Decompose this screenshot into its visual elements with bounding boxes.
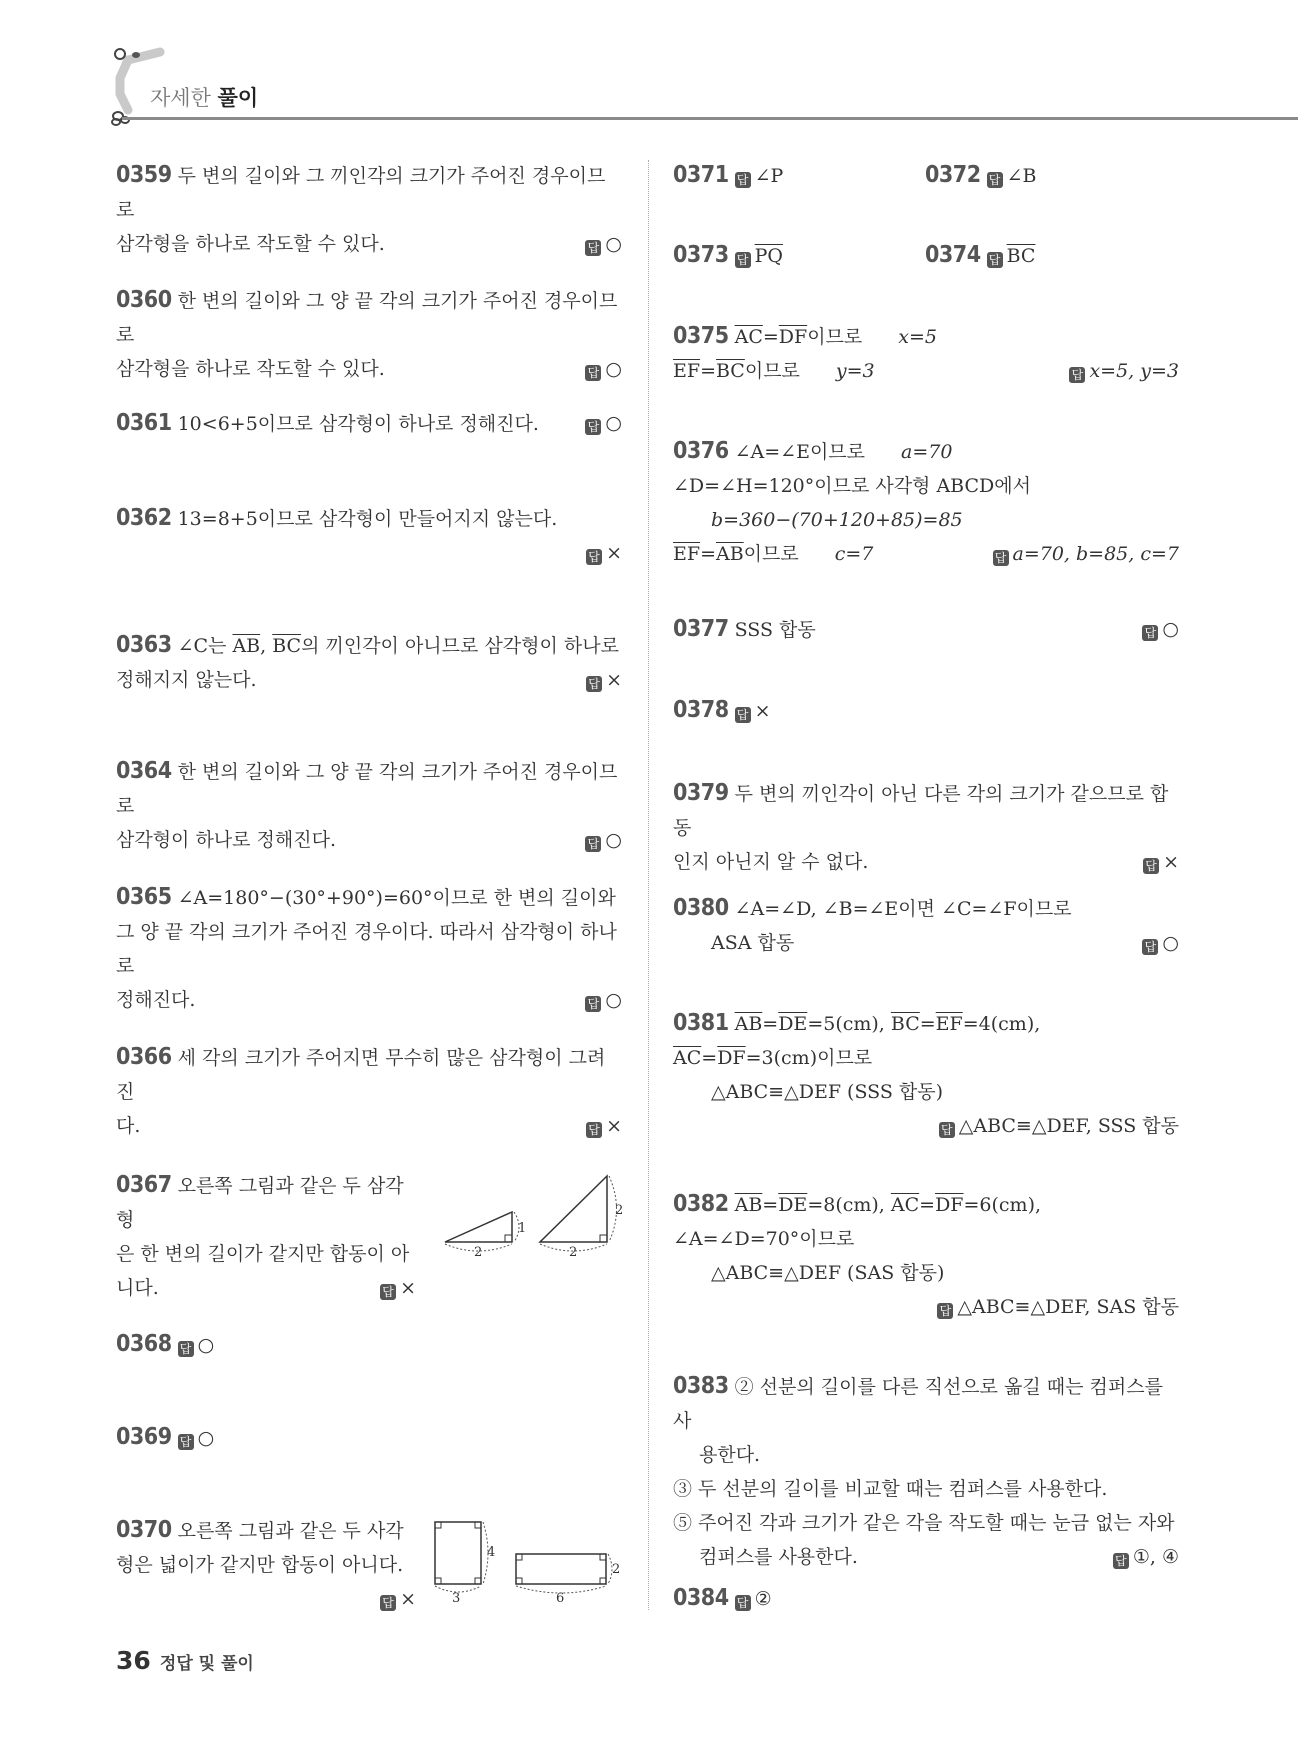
answer-mark-icon: 답 [178, 1434, 194, 1450]
answer: 답 ○ [1142, 612, 1179, 646]
answer: ② [754, 1588, 772, 1610]
answer-mark-icon: 답 [735, 707, 751, 723]
solution-line: 세 각의 크기가 주어지면 무수히 많은 삼각형이 그려진 [116, 1047, 606, 1103]
answer: 답 × [586, 542, 622, 564]
answer: ∠P [754, 165, 784, 187]
problem-0375: 0375 $\overline{AC}=\overline{DF}$이므로 x=5 $\overline{EF}=\overline{BC}$이므로 y=3 답 x=5, y=3 [673, 319, 1179, 388]
answer-mark-icon: 답 [585, 240, 601, 256]
problem-number: 0365 [116, 884, 172, 910]
header-title-light: 자세한 [150, 86, 211, 110]
problem-number: 0359 [116, 162, 172, 188]
answer-mark-icon: 답 [380, 1595, 396, 1611]
solution-line: 정해지지 않는다. [116, 669, 257, 691]
problem-0374 [925, 238, 1165, 273]
solution-line: 니다. [116, 1277, 159, 1299]
answer: 답 × [1143, 845, 1179, 879]
problem-number: 0368 [116, 1331, 172, 1357]
figure-label: 1 [518, 1221, 527, 1236]
problem-0363: 0363 ∠C는 $\overline{AB}$, $\overline{BC}$의 끼인각이 아니므로 삼각형이 하나로 정해지지 않는다. 답 × [116, 628, 622, 697]
solution-line: 10<6+5이므로 삼각형이 하나로 정해진다. [177, 413, 539, 435]
problem-number: 0383 [673, 1373, 729, 1399]
problem-0359 [116, 158, 622, 261]
figure-label: 2 [474, 1245, 483, 1260]
problem-number: 0375 [673, 323, 729, 349]
answer-mark-icon: 답 [735, 1595, 751, 1611]
solution-line: 삼각형을 하나로 작도할 수 있다. [116, 358, 385, 380]
answer-mark-icon: 답 [1142, 939, 1158, 955]
problem-number: 0373 [673, 242, 729, 268]
answer: 답 △ABC≡△DEF, SAS 합동 [937, 1296, 1179, 1318]
problem-number: 0380 [673, 895, 729, 921]
answer-mark-icon: 답 [987, 172, 1003, 188]
answer: 답 a=70, b=85, c=7 [993, 537, 1180, 571]
figure-label: 6 [556, 1591, 565, 1606]
solution-line: b=360−(70+120+85)=85 [711, 509, 963, 531]
answer-mark-icon: 답 [178, 1341, 194, 1357]
problem-number: 0362 [116, 505, 172, 531]
solution-line: 한 변의 길이와 그 양 끝 각의 크기가 주어진 경우이므로 [116, 290, 618, 346]
page-footer [116, 1646, 254, 1675]
answer: $\overline{BC}$ [1006, 245, 1036, 267]
answer-mark-icon: 답 [735, 172, 751, 188]
solution-line: 삼각형을 하나로 작도할 수 있다. [116, 233, 385, 255]
problem-number: 0369 [116, 1424, 172, 1450]
page-number: 36 [116, 1646, 151, 1675]
answer-mark-icon: 답 [585, 836, 601, 852]
solution-line: 다. [116, 1115, 141, 1137]
problem-number: 0382 [673, 1191, 729, 1217]
solution-line: 삼각형이 하나로 정해진다. [116, 829, 337, 851]
answer: 답 × [380, 1271, 416, 1305]
problem-0364 [116, 754, 622, 857]
problem-0367 [116, 1168, 416, 1305]
problem-0380: 0380 ∠A=∠D, ∠B=∠E이면 ∠C=∠F이므로 ASA 합동 답 ○ [673, 891, 1179, 960]
problem-number: 0364 [116, 758, 172, 784]
answer-mark-icon: 답 [735, 252, 751, 268]
answer-mark-icon: 답 [586, 1122, 602, 1138]
problem-number: 0366 [116, 1044, 172, 1070]
header-rule [122, 117, 1298, 120]
problem-number: 0363 [116, 632, 172, 658]
answer-mark-icon: 답 [586, 676, 602, 692]
solution-line: 은 한 변의 길이가 같지만 합동이 아 [116, 1243, 410, 1265]
triangles-figure [440, 1172, 630, 1262]
solution-line: ∠A=180°−(30°+90°)=60°이므로 한 변의 길이와 [177, 887, 616, 909]
book-title: 정답 및 풀이 [159, 1654, 254, 1674]
answer-mark-icon: 답 [380, 1284, 396, 1300]
answer: 답 × [380, 1588, 416, 1610]
figure-label: 2 [615, 1203, 624, 1218]
answer: ∠B [1006, 165, 1037, 187]
answer-mark-icon: 답 [1143, 858, 1159, 874]
problem-0362 [116, 501, 622, 570]
column-divider [648, 160, 649, 1610]
answer: 답 × [586, 1109, 622, 1143]
solution-line: 형은 넓이가 같지만 합동이 아니다. [116, 1554, 404, 1576]
answer: 답 × [586, 663, 622, 697]
figure-label: 2 [612, 1562, 621, 1577]
solution-line: 오른쪽 그림과 같은 두 삼각형 [116, 1175, 404, 1231]
problem-0370 [116, 1513, 416, 1616]
solution-line: 그 양 끝 각의 크기가 주어진 경우이다. 따라서 삼각형이 하나로 [116, 921, 617, 977]
problem-number: 0378 [673, 697, 729, 723]
figure-label: 2 [569, 1245, 578, 1260]
header-title [150, 82, 258, 112]
answer-mark-icon: 답 [586, 549, 602, 565]
answer: $\overline{PQ}$ [754, 245, 783, 267]
problem-number: 0361 [116, 410, 172, 436]
answer-mark-icon: 답 [1142, 625, 1158, 641]
solution-line: 두 변의 길이와 그 끼인각의 크기가 주어진 경우이므로 [116, 165, 606, 221]
problem-0369 [116, 1420, 622, 1455]
answer: × [754, 700, 771, 722]
problem-number: 0367 [116, 1172, 172, 1198]
answer: 답 △ABC≡△DEF, SSS 합동 [939, 1115, 1179, 1137]
problem-number: 0381 [673, 1010, 729, 1036]
answer: 답 ①, ④ [1113, 1540, 1179, 1574]
answer: 답 ○ [585, 406, 622, 440]
problem-0377: 0377 SSS 합동 답 ○ [673, 612, 1179, 647]
problem-0376: 0376 ∠A=∠E이므로 a=70 ∠D=∠H=120°이므로 사각형 ABCD에서 b=360−(70+120+85)=85 $\overline{EF}=\overline{AB}$이므로 c=7 답 a=70, b=85, c=7 [673, 434, 1179, 571]
solution-line: 정해진다. [116, 989, 196, 1011]
answer-mark-icon: 답 [1069, 367, 1085, 383]
solution-line: 오른쪽 그림과 같은 두 사각 [177, 1520, 404, 1542]
answer-mark-icon: 답 [987, 252, 1003, 268]
answer: 답 x=5, y=3 [1069, 354, 1179, 388]
problem-0360 [116, 283, 622, 386]
problem-0373 [673, 238, 913, 273]
problem-number: 0360 [116, 287, 172, 313]
answer: 답 ○ [178, 1427, 215, 1449]
problem-number: 0377 [673, 616, 729, 642]
problem-0365 [116, 880, 622, 1017]
problem-number: 0372 [925, 162, 981, 188]
answer: 답 ○ [585, 227, 622, 261]
problem-number: 0374 [925, 242, 981, 268]
problem-0366 [116, 1040, 622, 1143]
header-title-bold: 풀이 [217, 86, 259, 110]
problem-number: 0370 [116, 1517, 172, 1543]
answer-mark-icon: 답 [585, 419, 601, 435]
problem-0361 [116, 406, 622, 441]
problem-number: 0371 [673, 162, 729, 188]
answer-mark-icon: 답 [993, 550, 1009, 566]
problem-0378 [673, 693, 1179, 728]
answer: 답 ○ [585, 983, 622, 1017]
problem-0372 [925, 158, 1165, 193]
problem-0368 [116, 1327, 622, 1362]
problem-number: 0384 [673, 1585, 729, 1611]
answer-mark-icon: 답 [1113, 1553, 1129, 1569]
figure-label: 3 [452, 1591, 461, 1606]
problem-number: 0379 [673, 780, 729, 806]
solution-line: 한 변의 길이와 그 양 끝 각의 크기가 주어진 경우이므로 [116, 761, 618, 817]
problem-0384 [673, 1581, 1179, 1616]
problem-0382: 0382 $\overline{AB}=\overline{DE}=8(cm)$, $\overline{AC}=\overline{DF}=6(cm)$, ∠A=∠D=70°이므로 △ABC≡△DEF (SAS 합동) 답 △ABC≡△DEF, SAS 합동 [673, 1191, 1179, 1318]
problem-0383: 0383 ② 선분의 길이를 다른 직선으로 옮길 때는 컴퍼스를 사 용한다. ③ 두 선분의 길이를 비교할 때는 컴퍼스를 사용한다. ⑤ 주어진 각과 크기가 같은 각을 작도할 때는 눈금 없는 자와 컴퍼스를 사용한다. 답 ①, ④ [673, 1369, 1179, 1574]
rectangles-figure [430, 1518, 630, 1608]
problem-0381: 0381 $\overline{AB}=\overline{DE}=5(cm)$, $\overline{BC}=\overline{EF}=4(cm)$, $\overline{AC}=\overline{DF}=3(cm)$이므로 △ABC≡△DEF (SSS 합동) 답 △ABC≡△DEF, SSS 합동 [673, 1010, 1179, 1137]
answer-mark-icon: 답 [937, 1303, 953, 1319]
answer: 답 ○ [585, 352, 622, 386]
solution-line: 13=8+5이므로 삼각형이 만들어지지 않는다. [177, 508, 558, 530]
problem-0379: 0379 두 변의 끼인각이 아닌 다른 각의 크기가 같으므로 합동 인지 아닌지 알 수 없다. 답 × [673, 776, 1179, 879]
answer-mark-icon: 답 [939, 1122, 955, 1138]
answer-mark-icon: 답 [585, 365, 601, 381]
solution-line: ∠D=∠H=120°이므로 사각형 ABCD에서 [673, 475, 1031, 497]
answer: 답 ○ [178, 1334, 215, 1356]
answer: 답 ○ [1142, 926, 1179, 960]
answer: 답 ○ [585, 823, 622, 857]
problem-number: 0376 [673, 438, 729, 464]
answer-mark-icon: 답 [585, 996, 601, 1012]
figure-label: 4 [487, 1545, 496, 1560]
